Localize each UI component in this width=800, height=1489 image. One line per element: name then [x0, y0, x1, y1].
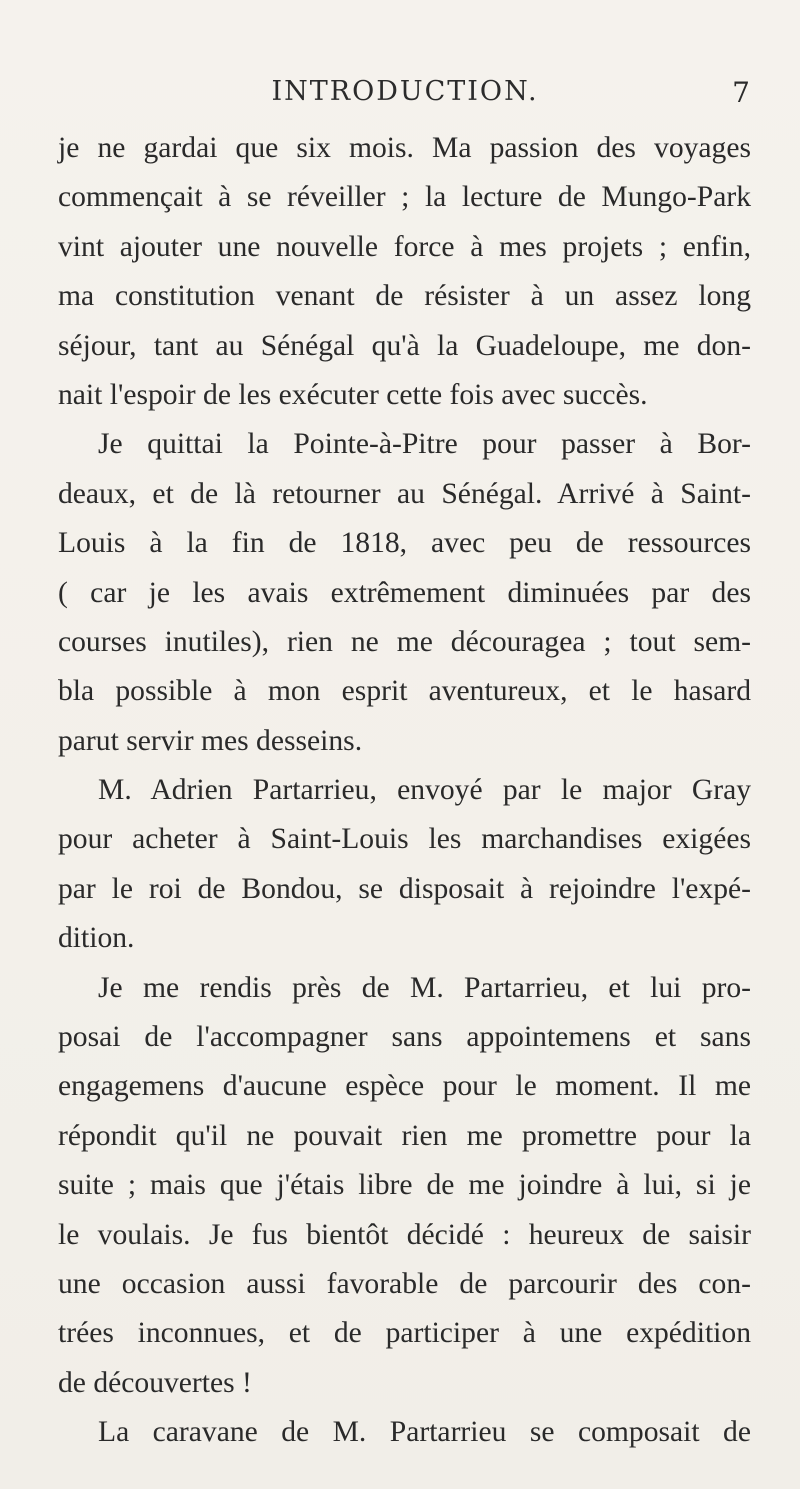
text-line: Je quittai la Pointe-à-Pitre pour passer à Bor-	[98, 428, 751, 461]
text-line: Louis à la fin de 1818, avec peu de ressources	[58, 527, 751, 560]
text-line: je ne gardai que six mois. Ma passion des voyages	[58, 132, 751, 164]
text-line: une occasion aussi favorable de parcourir des con-	[58, 1267, 751, 1300]
text-line: répondit qu'il ne pouvait rien me promettre pour la	[58, 1119, 751, 1152]
text-line: parut servir mes desseins.	[58, 724, 363, 757]
text-line: engagemens d'aucune espèce pour le moment. Il me	[58, 1070, 751, 1103]
text-line: pour acheter à Saint-Louis les marchandises exigées	[58, 823, 751, 856]
text-line: vint ajouter une nouvelle force à mes projets ; enfin,	[58, 230, 751, 263]
body-text	[58, 124, 751, 1458]
page-number: 7	[732, 76, 750, 109]
text-line: posai de l'accompagner sans appointemens et sans	[58, 1021, 751, 1054]
text-line: bla possible à mon esprit aventureux, et le hasard	[58, 675, 751, 708]
text-line: La caravane de M. Partarrieu se composait de	[98, 1416, 751, 1449]
text-line: Je me rendis près de M. Partarrieu, et lui pro-	[98, 971, 751, 1004]
text-line: suite ; mais que j'étais libre de me joindre à lui, si je	[58, 1169, 751, 1202]
text-line: dition.	[58, 922, 135, 955]
text-line: commençait à se réveiller ; la lecture de Mungo-Park	[58, 181, 751, 214]
text-line: séjour, tant au Sénégal qu'à la Guadeloupe, me don-	[58, 329, 751, 362]
running-head-title: INTRODUCTION.	[271, 76, 539, 107]
running-head	[60, 76, 750, 116]
text-line: deaux, et de là retourner au Sénégal. Arrivé à Saint-	[58, 477, 751, 510]
text-line: nait l'espoir de les exécuter cette fois avec succès.	[58, 378, 648, 411]
text-line: M. Adrien Partarrieu, envoyé par le major Gray	[98, 774, 751, 807]
text-line: courses inutiles), rien ne me découragea ; tout sem-	[58, 625, 751, 658]
text-line: ( car je les avais extrêmement diminuées par des	[58, 576, 751, 609]
text-line: par le roi de Bondou, se disposait à rejoindre l'expé-	[58, 872, 751, 905]
text-line: de découvertes !	[58, 1366, 252, 1399]
text-line: trées inconnues, et de participer à une expédition	[58, 1317, 751, 1350]
text-line: le voulais. Je fus bientôt décidé : heureux de saisir	[58, 1218, 751, 1251]
text-line: ma constitution venant de résister à un assez long	[58, 280, 751, 313]
